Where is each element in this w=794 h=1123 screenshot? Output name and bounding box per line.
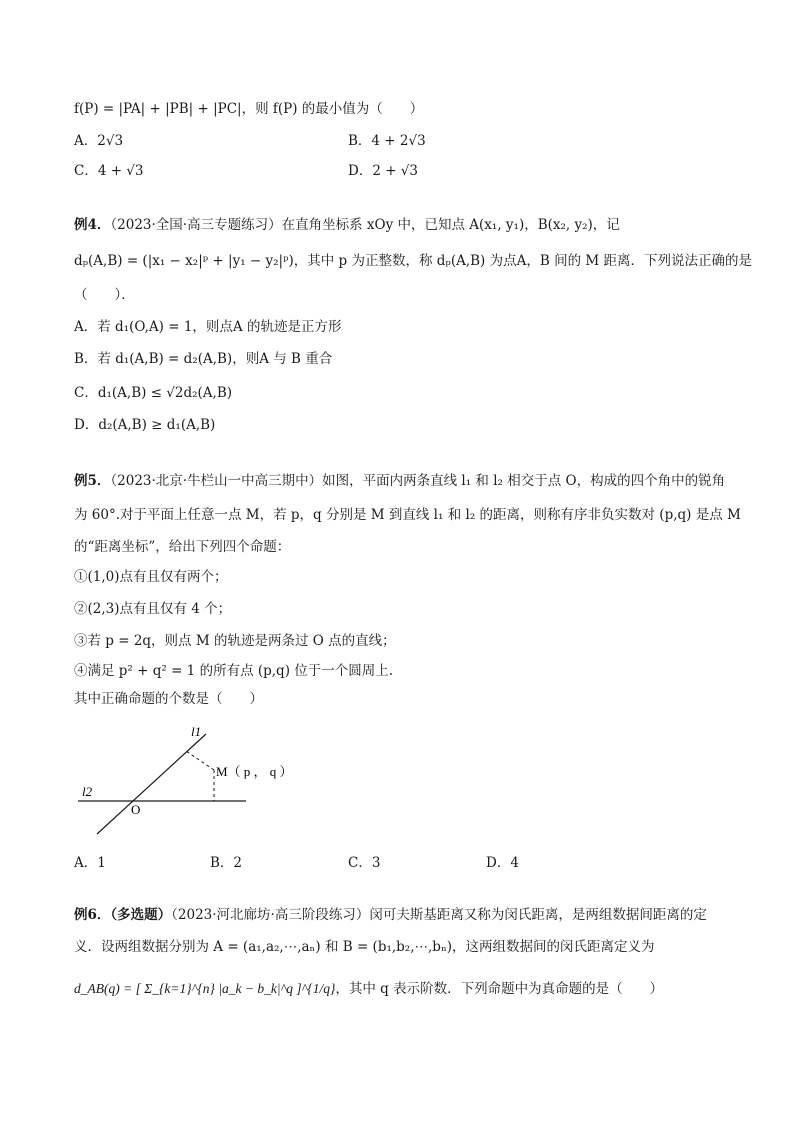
ex5-label: 例5．: [74, 473, 111, 489]
q3-stem-tail: f(P) = |PA| + |PB| + |PC|，则 f(P) 的最小值为（ ）: [74, 101, 424, 117]
ex4-option-d: D．d₂(A,B) ≥ d₁(A,B): [74, 417, 216, 433]
ex5-prop-3: ③若 p = 2q，则点 M 的轨迹是两条过 O 点的直线；: [74, 633, 396, 649]
ex5-option-a: A．1: [74, 855, 106, 871]
ex6-line2: 义．设两组数据分别为 A = (a₁,a₂,⋯,aₙ) 和 B = (b₁,b₂,⋯,bₙ)，这两组数据间的闵氏距离定义为: [74, 939, 655, 955]
ex4-option-b: B．若 d₁(A,B) = d₂(A,B)，则A 与 B 重合: [74, 351, 333, 367]
label-l2: l2: [82, 784, 93, 799]
ex6-line1: [74, 906, 707, 924]
q3-option-b: B．4 + 2√3: [348, 133, 426, 149]
ex6-text3: ，其中 q 表示阶数．下列命题中为真命题的是（ ）: [335, 981, 664, 997]
label-l1: l1: [191, 724, 202, 739]
ex5-prop-4: ④满足 p² + q² = 1 的所有点 (p,q) 位于一个圆周上.: [74, 663, 394, 679]
ex5-prop-1: ①(1,0)点有且仅有两个；: [74, 569, 228, 585]
ex6-formula: d_AB(q) = [ Σ_{k=1}^{n} |a_k − b_k|^q ]^{1/q}: [74, 981, 336, 996]
ex5-option-d: D．4: [486, 855, 519, 871]
ex4-line2: dₚ(A,B) = (|x₁ − x₂|ᵖ + |y₁ − y₂|ᵖ)，其中 p 为正整数，称 dₚ(A,B) 为点A，B 间的 M 距离．下列说法正确的是: [74, 253, 752, 269]
ex5-prop-2: ②(2,3)点有且仅有 4 个；: [74, 601, 232, 617]
ex4-label: 例4．: [74, 217, 111, 233]
ex5-option-b: B．2: [210, 855, 243, 871]
perpendicular-to-l1: [186, 751, 214, 770]
ex4-line1: [74, 216, 620, 234]
ex5-question: 其中正确命题的个数是（ ）: [74, 691, 263, 707]
label-point-m: M（ p ， q ）: [216, 764, 293, 779]
q3-option-a: A．2√3: [74, 133, 124, 149]
ex6-tag: （多选题）: [110, 907, 172, 923]
ex6-label: 例6．: [74, 907, 111, 923]
ex6-line3: [74, 980, 663, 998]
ex4-line3: （ ）．: [74, 287, 135, 303]
line-l1: [97, 734, 206, 834]
ex4-text1: （2023·全国·高三专题练习）在直角坐标系 xOy 中，已知点 A(x₁, y₁)，B(x₂, y₂)，记: [110, 217, 620, 233]
ex5-option-c: C．3: [348, 855, 381, 871]
label-origin: O: [131, 802, 141, 817]
ex4-option-c: C．d₁(A,B) ≤ √2d₂(A,B): [74, 385, 233, 401]
ex5-text1: （2023·北京·牛栏山一中高三期中）如图，平面内两条直线 l₁ 和 l₂ 相交于点 O，构成的四个角中的锐角: [110, 473, 726, 489]
ex4-option-a: A．若 d₁(O,A) = 1，则点A 的轨迹是正方形: [74, 319, 342, 335]
ex5-line2: 为 60°.对于平面上任意一点 M，若 p，q 分别是 M 到直线 l₁ 和 l₂ 的距离，则称有序非负实数对 (p,q) 是点 M: [74, 507, 741, 523]
ex5-line1: [74, 472, 725, 490]
ex6-text1: （2023·河北廊坊·高三阶段练习）闵可夫斯基距离又称为闵氏距离，是两组数据间距离的定: [171, 907, 707, 923]
q3-option-d: D．2 + √3: [348, 163, 418, 179]
ex5-figure: [74, 726, 314, 836]
ex5-line3: 的“距离坐标”，给出下列四个命题：: [74, 539, 291, 555]
q3-option-c: C．4 + √3: [74, 163, 144, 179]
